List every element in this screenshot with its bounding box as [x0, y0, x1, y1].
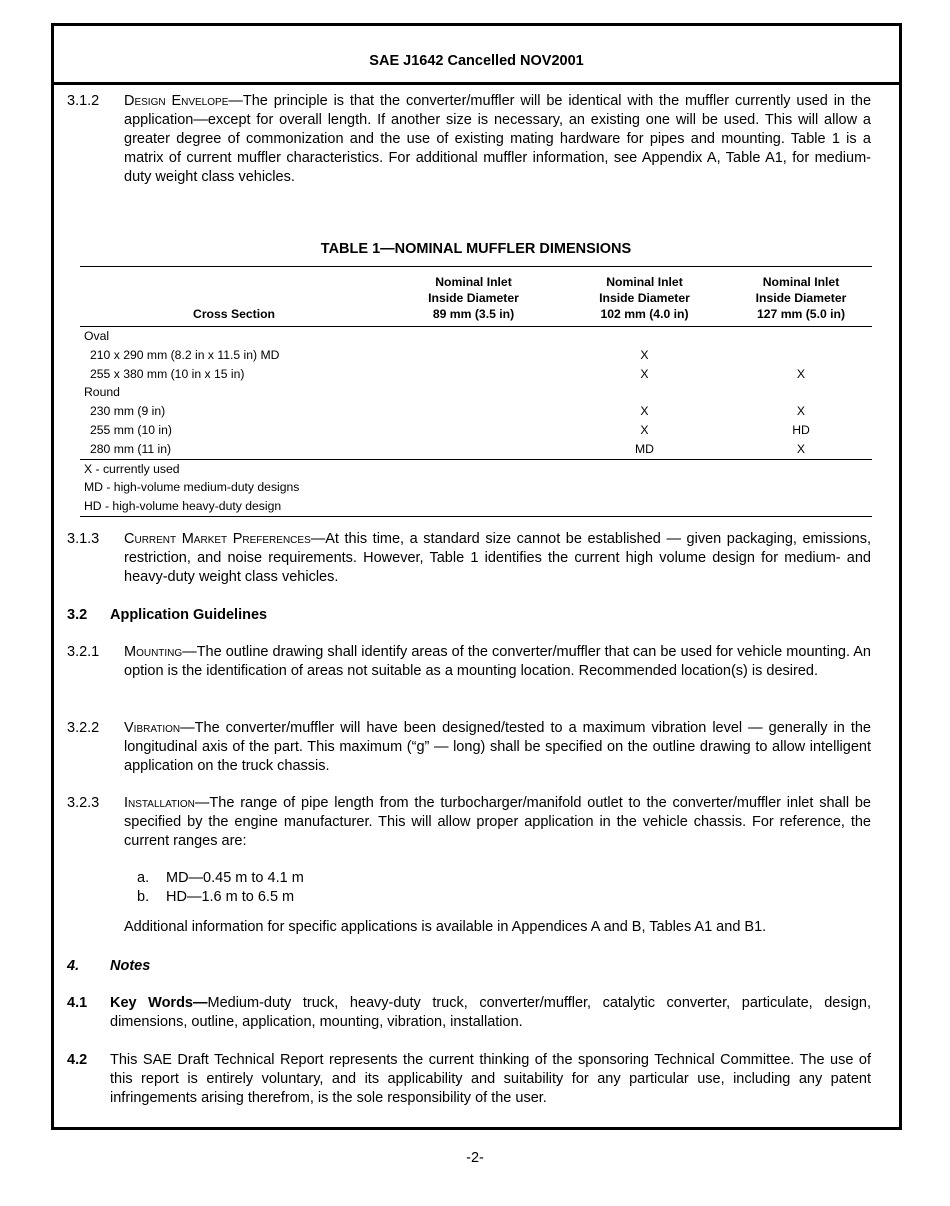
cell-value	[730, 346, 872, 365]
table-note	[80, 497, 872, 516]
list-text: MD—0.45 m to 4.1 m	[166, 870, 304, 886]
header-line: 127 mm (5.0 in)	[756, 307, 846, 321]
cell-value	[388, 346, 559, 365]
cell-label: 255 x 380 mm (10 in x 15 in)	[90, 366, 245, 381]
page-frame	[51, 23, 902, 1130]
cell-value: X	[640, 422, 649, 437]
section-number: 3.2.2	[67, 720, 100, 736]
section-text	[124, 643, 871, 681]
cell-value: X	[640, 404, 649, 419]
table-row	[80, 421, 872, 440]
table-note	[80, 459, 872, 478]
table-row	[80, 346, 872, 365]
header-line: 102 mm (4.0 in)	[600, 307, 689, 321]
cell-value	[388, 365, 559, 384]
table-note	[80, 478, 872, 497]
section-body: —The outline drawing shall identify areas of the converter/muffler that can be used for vehicle mounting. An option is the identification of areas not suitable as a mounting location. Recommended location(s) is desired.	[124, 644, 871, 679]
additional-info: Additional information for specific applications is available in Appendices A and B, Tables A1 and B1.	[124, 919, 767, 935]
section-number: 4.2	[67, 1052, 88, 1068]
col-header-127mm	[730, 267, 872, 327]
cell-value	[388, 327, 559, 346]
cell-value: X	[796, 366, 806, 381]
header-line: Inside Diameter	[755, 291, 847, 305]
header-line: Nominal Inlet	[606, 275, 683, 289]
section-number: 3.1.2	[67, 93, 100, 109]
cell-value: X	[640, 366, 649, 381]
cell-value	[388, 421, 559, 440]
page-number: -2-	[466, 1150, 484, 1166]
table-row	[80, 402, 872, 421]
cell-label: Oval	[84, 329, 110, 343]
table-row	[80, 327, 872, 346]
section-text	[124, 92, 871, 187]
list-marker: a.	[137, 870, 150, 886]
section-heading: Key Words—	[110, 995, 208, 1011]
section-heading: Current Market Preferences	[124, 531, 311, 547]
table-title: TABLE 1—NOMINAL MUFFLER DIMENSIONS	[320, 241, 632, 257]
col-header-89mm	[388, 267, 559, 327]
section-body: This SAE Draft Technical Report represents the current thinking of the sponsoring Technical Committee. The use of this report is entirely voluntary, and its applicability and suitability for any particular use, including any patent infringements arising therefrom, is the sole responsibility of the user.	[110, 1052, 871, 1106]
list-item	[137, 869, 304, 888]
section-number: 3.1.3	[67, 531, 100, 547]
section-body: —The range of pipe length from the turbocharger/manifold outlet to the converter/muffler inlet shall be specified by the engine manufacturer. This will allow proper application in the vehicle chassis. For reference, the current ranges are:	[124, 795, 871, 849]
cell-value: X	[796, 441, 806, 456]
col-header-102mm	[559, 267, 730, 327]
cell-label: 210 x 290 mm (8.2 in x 11.5 in) MD	[90, 347, 280, 362]
section-number: 3.2.1	[67, 644, 100, 660]
cell-value	[388, 402, 559, 421]
cell-value: HD	[792, 422, 810, 437]
section-heading: Design Envelope	[124, 93, 229, 109]
cell-value: MD	[635, 441, 654, 456]
section-number: 3.2	[67, 607, 88, 623]
cell-label: 280 mm (11 in)	[90, 441, 172, 456]
list-item	[137, 888, 295, 907]
header-line: Nominal Inlet	[762, 275, 840, 289]
table-header-row	[80, 267, 872, 327]
table-row	[80, 383, 872, 402]
cell-value	[559, 383, 730, 402]
note-text: X - currently used	[80, 459, 872, 478]
cell-value: X	[640, 347, 649, 362]
section-number: 4.	[67, 958, 80, 974]
cell-value	[388, 440, 559, 459]
section-text	[110, 994, 871, 1032]
col-header-cross-section: Cross Section	[193, 307, 275, 321]
cell-label: 255 mm (10 in)	[90, 422, 172, 437]
list-text: HD—1.6 m to 6.5 m	[166, 889, 295, 905]
header-line: Inside Diameter	[428, 291, 519, 305]
cell-value	[730, 327, 872, 346]
header-line: Inside Diameter	[599, 291, 690, 305]
note-text: MD - high-volume medium-duty designs	[84, 480, 300, 495]
section-number: 3.2.3	[67, 795, 100, 811]
muffler-dimensions-table	[80, 266, 872, 517]
section-body: —The principle is that the converter/muffler will be identical with the muffler currently used in the application—except for overall length. If another size is necessary, an existing one will be used. This will allow a greater degree of commonization and the use of existing mating hardware for pipes and mounting. Table 1 is a matrix of current muffler characteristics. For additional muffler information, see Appendix A, Table A1, for medium-duty weight class vehicles.	[124, 93, 872, 185]
section-number: 4.1	[67, 995, 88, 1011]
section-text	[124, 530, 871, 587]
cell-value	[559, 327, 730, 346]
section-heading: Installation	[124, 795, 195, 811]
list-marker: b.	[137, 889, 150, 905]
document-header: SAE J1642 Cancelled NOV2001	[54, 26, 899, 85]
header-line: 89 mm (3.5 in)	[432, 307, 515, 321]
table-row	[80, 440, 872, 459]
section-text	[124, 794, 871, 851]
note-text: HD - high-volume heavy-duty design	[80, 497, 872, 516]
section-heading: Application Guidelines	[110, 607, 268, 623]
section-body: Medium-duty truck, heavy-duty truck, converter/muffler, catalytic converter, particulate, design, dimensions, outline, application, mounting, vibration, installation.	[110, 995, 871, 1030]
cell-label: 230 mm (9 in)	[90, 404, 166, 419]
cell-value	[730, 383, 872, 402]
section-body: —The converter/muffler will have been designed/tested to a maximum vibration level — generally in the longitudinal axis of the part. This maximum (“g” — long) shall be specified on the outline drawing to allow intelligent application on the truck chassis.	[124, 720, 871, 774]
section-text	[124, 719, 871, 776]
section-heading: Notes	[110, 958, 151, 974]
section-body: —At this time, a standard size cannot be established — given packaging, emissions, restriction, and noise requirements. However, Table 1 identifies the current high volume design for medium- and heavy-duty weight class vehicles.	[124, 531, 871, 585]
section-heading: Mounting	[124, 644, 183, 660]
cell-value: X	[796, 404, 806, 419]
cell-value	[388, 383, 559, 402]
table-row	[80, 365, 872, 384]
cell-label: Round	[84, 385, 120, 400]
section-heading: Vibration	[124, 720, 181, 736]
header-line: Nominal Inlet	[435, 275, 512, 289]
